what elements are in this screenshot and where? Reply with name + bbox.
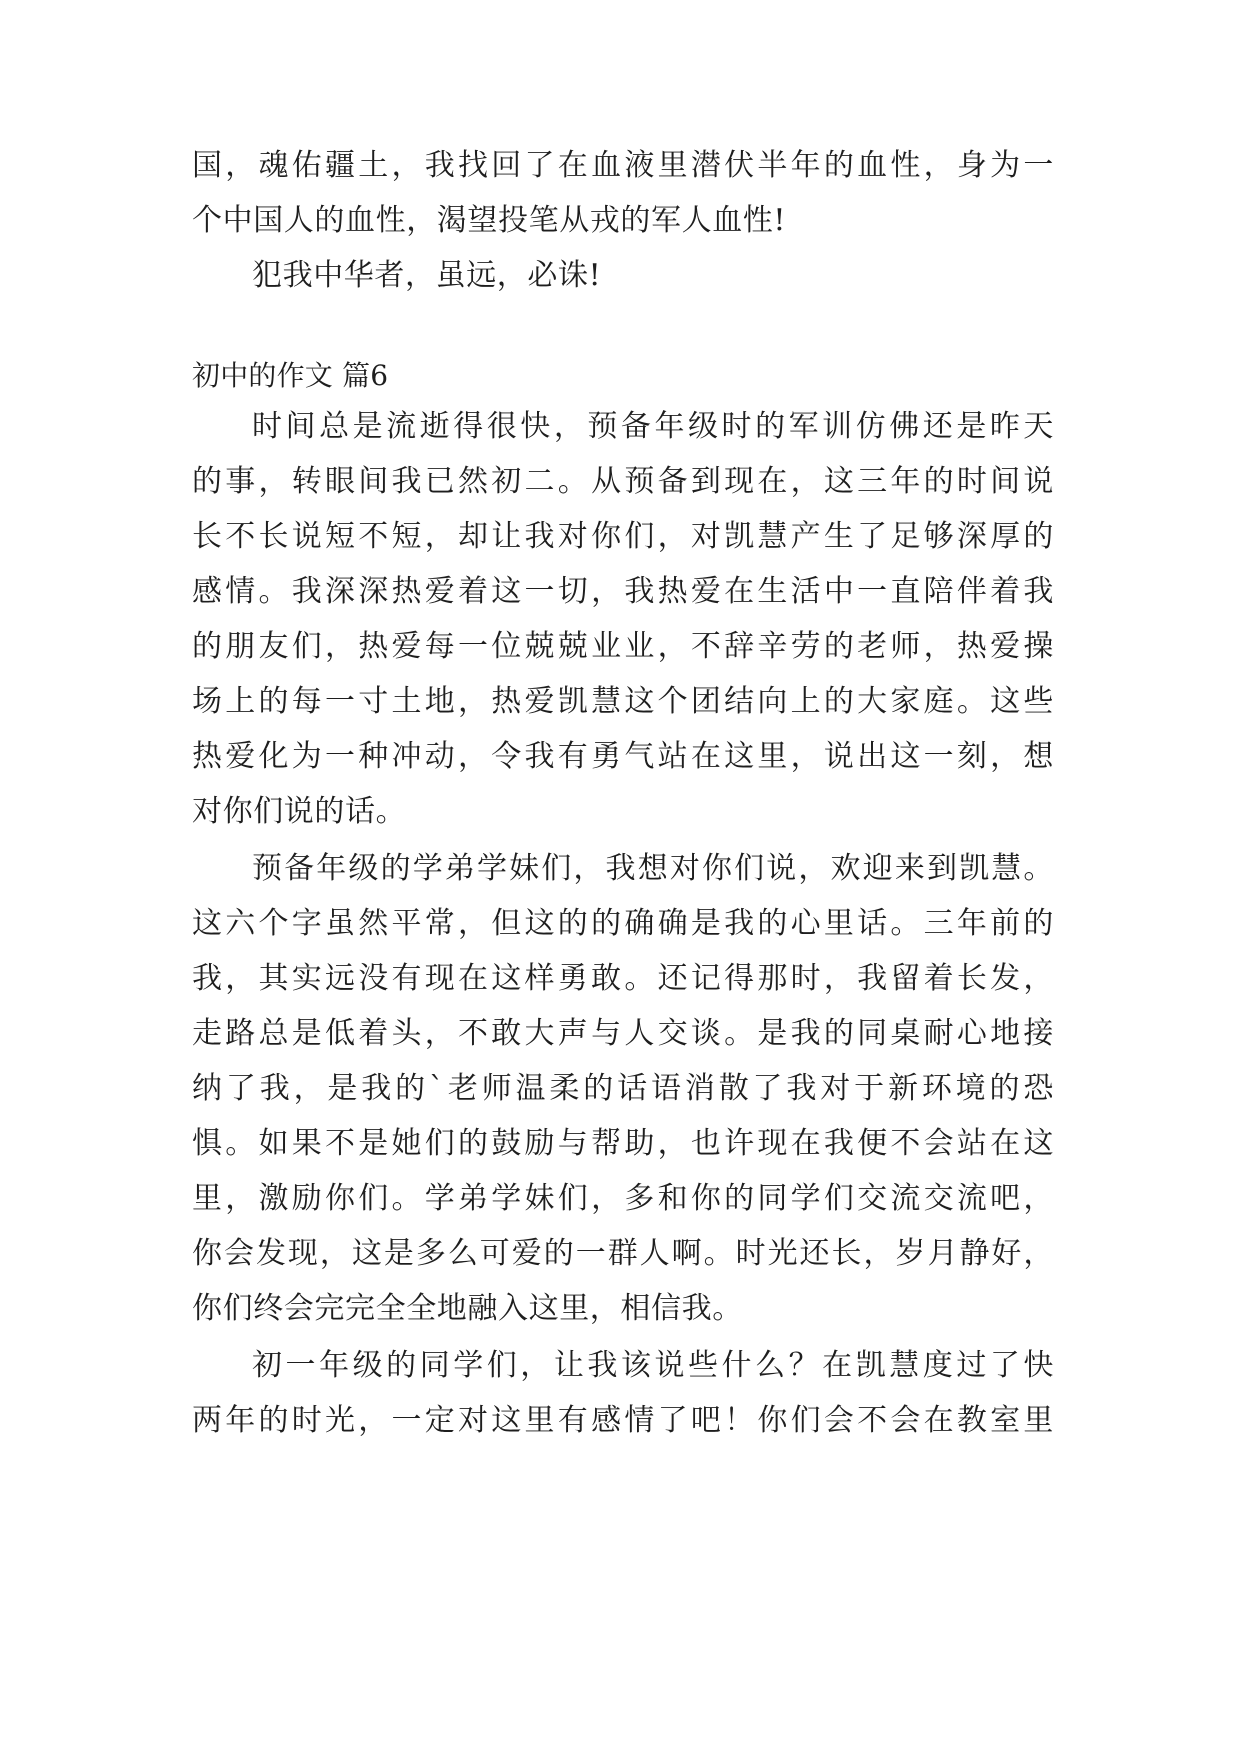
- text-line: 的事，转眼间我已然初二。从预备到现在，这三年的时间说: [192, 464, 1054, 499]
- text-line: 长不长说短不短，却让我对你们，对凯慧产生了足够深厚的: [192, 519, 1054, 554]
- text-line: 这六个字虽然平常，但这的的确确是我的心里话。三年前的: [192, 906, 1054, 941]
- text-line: 国，魂佑疆土，我找回了在血液里潜伏半年的血性，身为一: [192, 148, 1054, 183]
- text-line: 走路总是低着头，不敢大声与人交谈。是我的同桌耐心地接: [192, 1016, 1054, 1051]
- text-line: 场上的每一寸土地，热爱凯慧这个团结向上的大家庭。这些: [192, 684, 1054, 719]
- text-line: 时间总是流逝得很快，预备年级时的军训仿佛还是昨天: [252, 409, 1054, 444]
- text-line: 感情。我深深热爱着这一切，我热爱在生活中一直陪伴着我: [192, 574, 1054, 609]
- text-line: 两年的时光，一定对这里有感情了吧！你们会不会在教室里: [192, 1403, 1054, 1438]
- text-line: 对你们说的话。: [192, 794, 407, 829]
- text-line: 我，其实远没有现在这样勇敢。还记得那时，我留着长发，: [192, 961, 1054, 996]
- text-line: 热爱化为一种冲动，令我有勇气站在这里，说出这一刻，想: [192, 739, 1054, 774]
- section-title: 初中的作文 篇6: [192, 359, 389, 392]
- text-line: 的朋友们，热爱每一位兢兢业业，不辞辛劳的老师，热爱操: [192, 629, 1054, 664]
- text-line: 预备年级的学弟学妹们，我想对你们说，欢迎来到凯慧。: [252, 851, 1054, 886]
- text-line: 纳了我，是我的`老师温柔的话语消散了我对于新环境的恐: [192, 1071, 1054, 1106]
- closing-line: 犯我中华者，虽远，必诛!: [252, 258, 602, 293]
- text-line: 你们终会完完全全地融入这里，相信我。: [192, 1291, 743, 1326]
- text-line: 你会发现，这是多么可爱的一群人啊。时光还长，岁月静好，: [192, 1236, 1054, 1271]
- text-line: 惧。如果不是她们的鼓励与帮助，也许现在我便不会站在这: [192, 1126, 1054, 1161]
- text-line: 个中国人的血性，渴望投笔从戎的军人血性!: [192, 203, 787, 238]
- text-line: 里，激励你们。学弟学妹们，多和你的同学们交流交流吧，: [192, 1181, 1054, 1216]
- text-line: 初一年级的同学们，让我该说些什么？在凯慧度过了快: [252, 1348, 1054, 1383]
